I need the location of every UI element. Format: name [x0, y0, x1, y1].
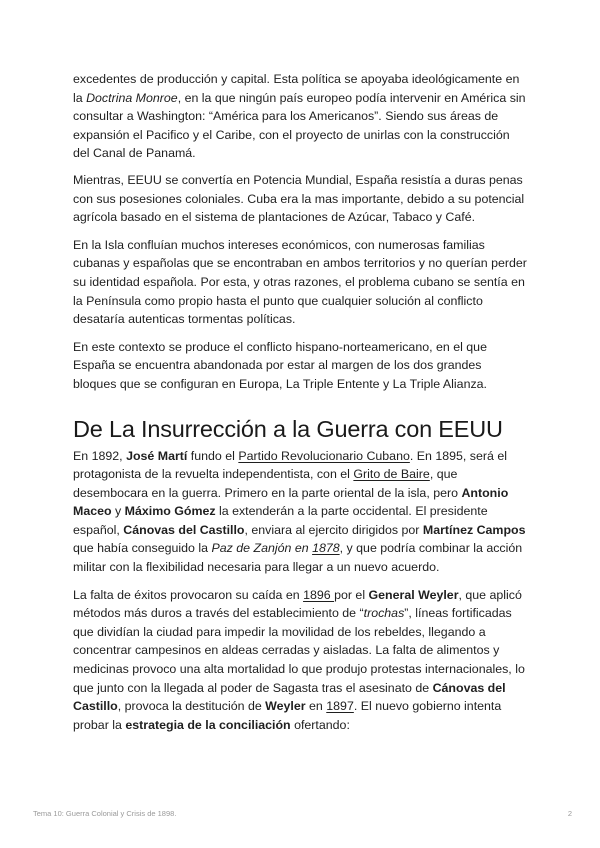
name-canovas-2: Cánovas del Castillo	[73, 680, 506, 714]
paragraph-contexto: En este contexto se produce el conflicto hispano-norteamericano, en el que España se encuentra abandonada por estar al margen de los dos grandes bloques que se configuran en Europa, La Triple Entente y La Triple Alianza.	[73, 339, 487, 391]
link-partido-revolucionario[interactable]: Partido Revolucionario Cubano	[238, 448, 410, 463]
section-heading: De La Insurrección a la Guerra con EEUU	[73, 415, 503, 442]
link-grito-de-baire[interactable]: Grito de Baire	[353, 467, 430, 482]
name-antonio-maceo: Antonio Maceo	[73, 485, 509, 519]
paragraph-insurreccion: En 1892, José Martí fundo el Partido Revolucionario Cubano. En 1895, será el protagonista de la revuelta independentista, con el Grito de Baire, que desembocara en la guerra. Primero en la parte oriental de la isla, pero Antonio Maceo y Máximo Gómez la extenderán a la parte occidental. El presidente español, Cánovas del Castillo, enviara al ejercito dirigidos por Martínez Campos que había conseguido la Paz de Zanjón en 1878, y que podría combinar la acción militar con la flexibilidad necesaria para llegar a un nuevo acuerdo.	[73, 448, 526, 575]
link-1878[interactable]: 1878	[312, 541, 340, 556]
link-1896[interactable]: 1896	[303, 587, 335, 602]
name-canovas: Cánovas del Castillo	[123, 522, 245, 537]
footer-title: Tema 10: Guerra Colonial y Crisis de 1898.	[33, 809, 177, 818]
paragraph-monroe: excedentes de producción y capital. Esta política se apoyaba ideológicamente en la Doctrina Monroe, en la que ningún país europeo podía intervenir en América sin consultar a Washington: “América para los Americanos”. Siendo sus áreas de expansión el Pacifico y el Caribe, con el proyecto de unirlas con la construcción del Canal de Panamá.	[73, 72, 526, 161]
name-maximo-gomez: Máximo Gómez	[124, 504, 216, 519]
page-number: 2	[567, 809, 572, 818]
paragraph-weyler: La falta de éxitos provocaron su caída en 1896 por el General Weyler, que aplicó métodos más duros a través del establecimiento de “trochas”, líneas fortificadas que dividían la ciudad para impedir la movilidad de los rebeldes, llegando a concentrar campesinos en aldeas cerradas y aisladas. La falta de alimentos y medicinas provoco una alta mortalidad lo que produjo protestas internacionales, lo que junto con la llegada al poder de Sagasta tras el asesinato de Cánovas del Castillo, provoca la destitución de Weyler en 1897. El nuevo gobierno intenta probar la estrategia de la conciliación ofertando:	[73, 587, 525, 732]
name-weyler: Weyler	[265, 699, 306, 714]
page-footer	[33, 809, 572, 818]
paz-de-zanjon: Paz de Zanjón en 1878	[211, 541, 340, 556]
page-content	[73, 70, 528, 743]
name-martinez-campos: Martínez Campos	[422, 522, 526, 537]
paragraph-isla: En la Isla confluían muchos intereses económicos, con numerosas familias cubanas y españolas que se encontraban en ambos territorios y no querían perder su identidad española. Por esta, y otras razones, el problema cubano se sentía en la Península como propio hasta el punto que cualquier solución al conflicto desataría autenticas tormentas políticas.	[73, 237, 527, 327]
trochas-term: trochas	[363, 606, 405, 621]
doctrina-monroe-term: Doctrina Monroe	[86, 90, 178, 105]
estrategia-conciliacion: estrategia de la conciliación	[125, 717, 291, 732]
paragraph-potencia-mundial: Mientras, EEUU se convertía en Potencia Mundial, España resistía a duras penas con sus posesiones coloniales. Cuba era la mas importante, debido a su potencial agrícola basado en el sistema de plantaciones de Azúcar, Tabaco y Café.	[73, 172, 525, 225]
name-jose-marti: José Martí	[126, 448, 188, 463]
name-general-weyler: General Weyler	[368, 587, 459, 602]
link-1897[interactable]: 1897	[326, 699, 354, 714]
